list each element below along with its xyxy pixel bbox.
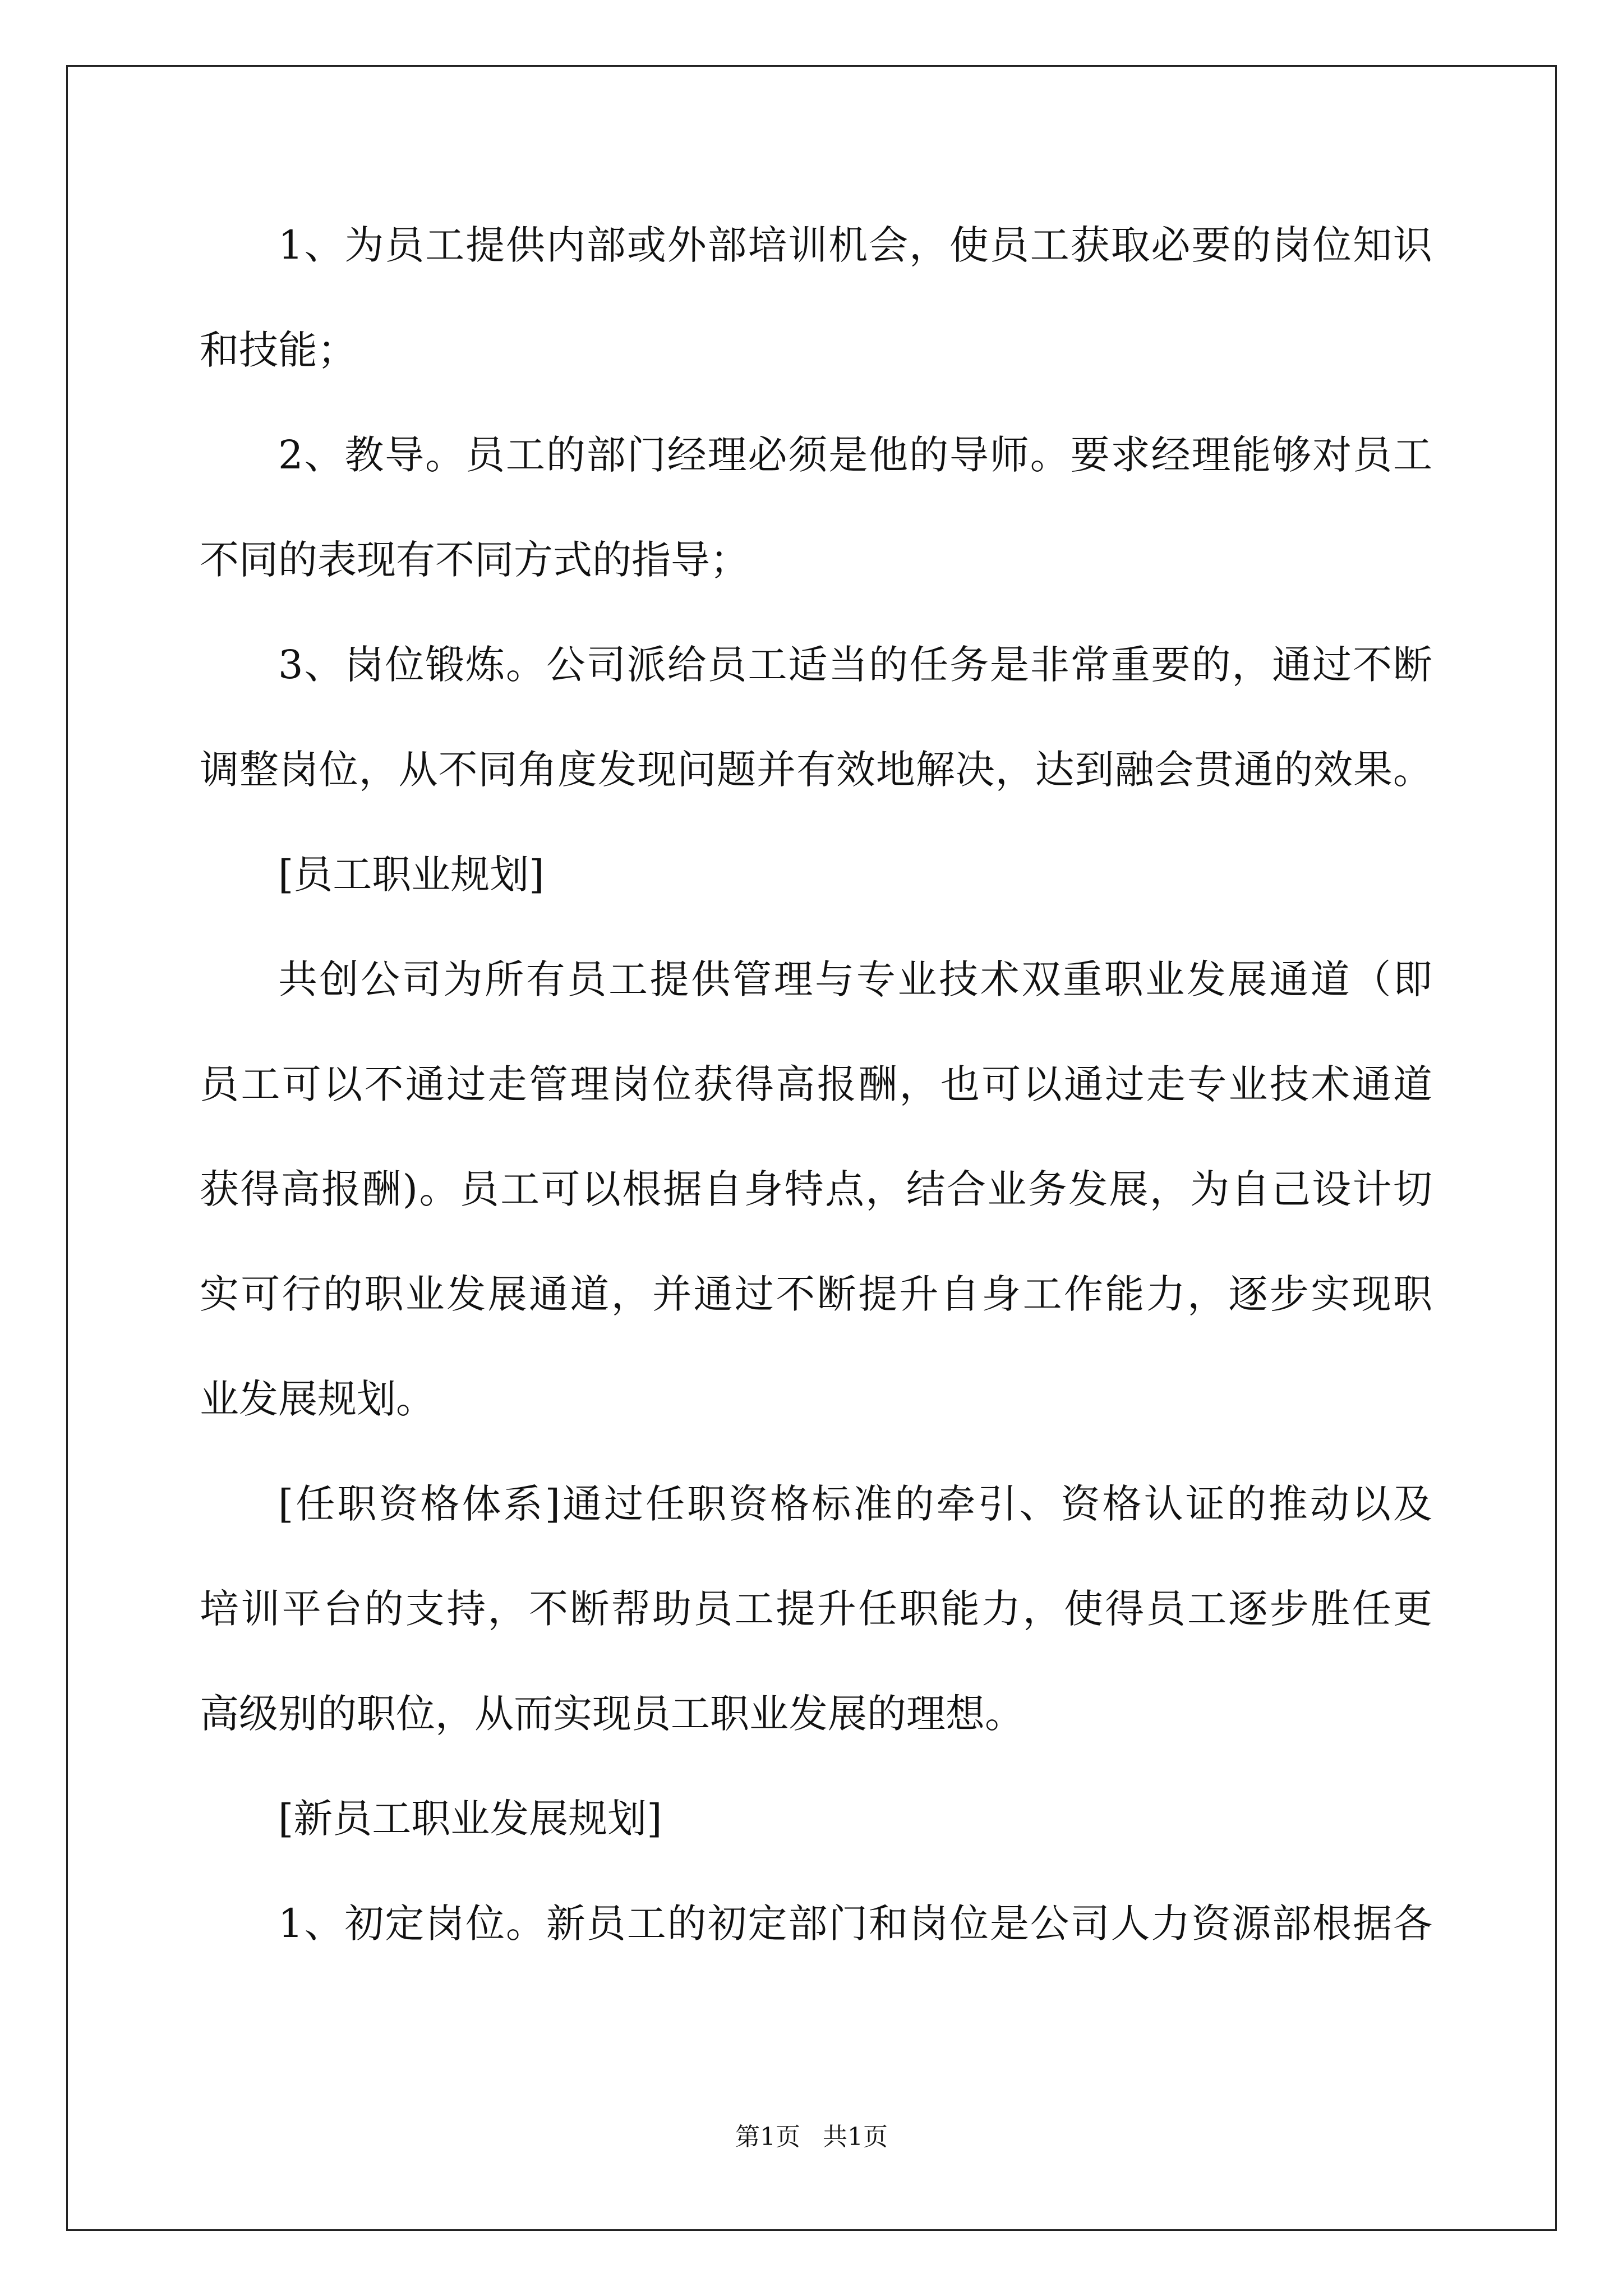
text-line: [任职资格体系]通过任职资格标准的牵引、资格认证的推动以及: [278, 1481, 1432, 1527]
page-total: 共1页: [823, 2123, 888, 2151]
text-line: 3、岗位锻炼。公司派给员工适当的任务是非常重要的，通过不断: [278, 642, 1432, 688]
text-line: 共创公司为所有员工提供管理与专业技术双重职业发展通道（即: [278, 956, 1432, 1002]
page-number: 第1页: [735, 2123, 800, 2151]
text-line: 获得高报酬)。员工可以根据自身特点，结合业务发展，为自己设计切: [200, 1166, 1432, 1212]
text-line: 和技能；: [200, 327, 357, 373]
section-heading: [员工职业规划]: [278, 852, 545, 898]
text-line: 不同的表现有不同方式的指导；: [200, 537, 749, 583]
text-line: 2、教导。员工的部门经理必须是他的导师。要求经理能够对员工: [278, 432, 1432, 478]
text-line: 1、初定岗位。新员工的初定部门和岗位是公司人力资源部根据各: [278, 1901, 1432, 1947]
section-heading: [新员工职业发展规划]: [278, 1796, 662, 1842]
text-line: 培训平台的支持，不断帮助员工提升任职能力，使得员工逐步胜任更: [200, 1586, 1432, 1632]
text-line: 1、为员工提供内部或外部培训机会，使员工获取必要的岗位知识: [278, 222, 1432, 268]
text-line: 实可行的职业发展通道，并通过不断提升自身工作能力，逐步实现职: [200, 1271, 1432, 1317]
text-line: 业发展规划。: [200, 1376, 435, 1422]
text-line: 员工可以不通过走管理岗位获得高报酬，也可以通过走专业技术通道: [200, 1061, 1432, 1107]
page-footer: [0, 2120, 1623, 2154]
text-line: 调整岗位，从不同角度发现问题并有效地解决，达到融会贯通的效果。: [200, 747, 1432, 793]
text-line: 高级别的职位，从而实现员工职业发展的理想。: [200, 1691, 1024, 1737]
